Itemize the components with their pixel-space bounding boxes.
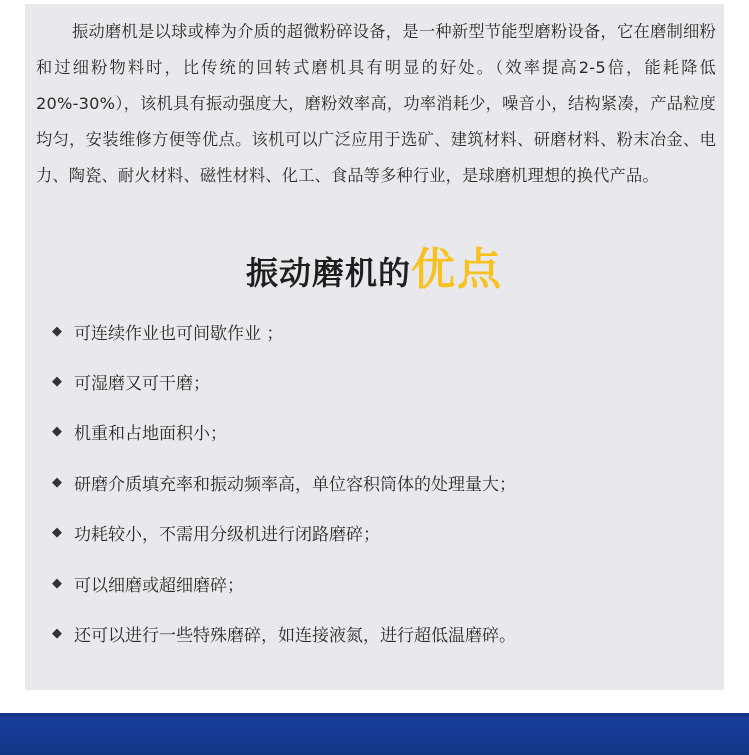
- list-item-text: 功耗较小，不需用分级机进行闭路磨碎；: [74, 525, 380, 546]
- diamond-bullet-icon: ◆: [52, 474, 62, 490]
- diamond-bullet-icon: ◆: [52, 575, 62, 591]
- footer-banner-shadow: [0, 713, 749, 717]
- list-item-text: 可连续作业也可间歇作业 ；: [74, 323, 284, 344]
- diamond-bullet-icon: ◆: [52, 424, 62, 440]
- list-item: [48, 356, 708, 406]
- diamond-bullet-icon: ◆: [52, 525, 62, 541]
- heading-main-text: 振动磨机的: [245, 254, 411, 292]
- list-item: [48, 558, 708, 608]
- footer-banner: [0, 713, 749, 755]
- advantages-heading: [0, 240, 749, 306]
- diamond-bullet-icon: ◆: [52, 374, 62, 390]
- intro-paragraph: 振动磨机是以球或棒为介质的超微粉碎设备，是一种新型节能型磨粉设备，它在磨制细粉和过细粉物料时，比传统的回转式磨机具有明显的好处。（效率提高2-5倍，能耗降低20%-30%），该机具有振动强度大，磨粉效率高，功率消耗少，噪音小，结构紧凑，产品粒度均匀，安装维修方便等优点。该机可以广泛应用于选矿、建筑材料、研磨材料、粉末冶金、电力、陶瓷、耐火材料、磁性材料、化工、食品等多种行业，是球磨机理想的换代产品。: [36, 22, 716, 185]
- diamond-bullet-icon: ◆: [52, 626, 62, 642]
- list-item: [48, 457, 708, 507]
- list-item-text: 可湿磨又可干磨；: [74, 374, 210, 395]
- diamond-bullet-icon: ◆: [52, 323, 62, 339]
- list-item-text: 可以细磨或超细磨碎；: [74, 575, 244, 596]
- list-item: [48, 407, 708, 457]
- list-item: [48, 508, 708, 558]
- list-item: [48, 608, 708, 658]
- advantages-list: [48, 306, 708, 659]
- heading-accent-text: 优点: [411, 244, 503, 295]
- list-item-text: 还可以进行一些特殊磨碎，如连接液氮，进行超低温磨碎。: [74, 626, 516, 647]
- list-item-text: 机重和占地面积小；: [74, 424, 227, 445]
- list-item: [48, 306, 708, 356]
- list-item-text: 研磨介质填充率和振动频率高，单位容积筒体的处理量大；: [74, 474, 516, 495]
